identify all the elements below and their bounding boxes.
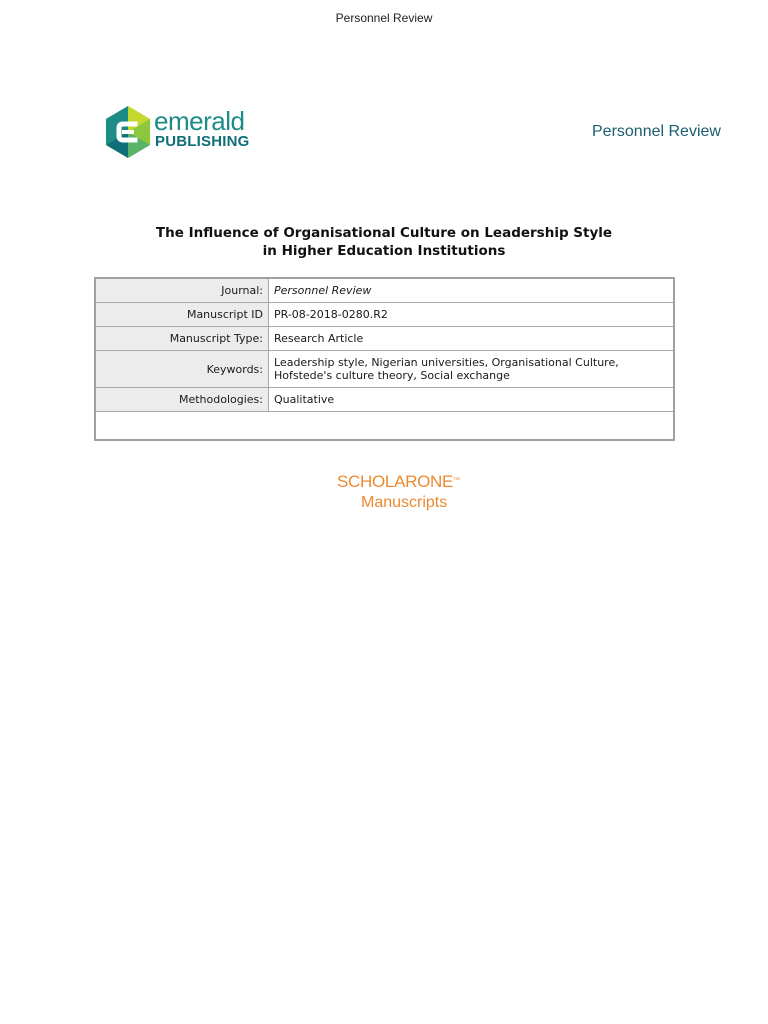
table-row-manuscript-type [95, 327, 674, 351]
manuscript-metadata-table [94, 277, 675, 441]
emerald-publishing-logo [106, 106, 256, 162]
table-row-methodologies [95, 388, 674, 412]
title-line-1: The Influence of Organisational Culture on Leadership Style [155, 225, 613, 241]
methodologies-label: Methodologies: [95, 388, 269, 412]
keywords-value: Leadership style, Nigerian universities, Organisational Culture, Hofstede's culture theory, Social exchange [269, 351, 675, 388]
paper-title [100, 224, 668, 260]
title-line-2: in Higher Education Institutions [262, 243, 506, 259]
publishing-wordmark: PUBLISHING [155, 133, 250, 150]
empty-cell [95, 412, 674, 441]
trademark-symbol: ™ [453, 477, 460, 484]
table-row-empty [95, 412, 674, 441]
table-row-journal [95, 278, 674, 303]
journal-label: Journal: [95, 278, 269, 303]
manuscript-type-label: Manuscript Type: [95, 327, 269, 351]
one-text: ONE [417, 472, 454, 491]
keywords-label: Keywords: [95, 351, 269, 388]
methodologies-value: Qualitative [269, 388, 675, 412]
running-header: Personnel Review [335, 11, 433, 25]
emerald-wordmark: emerald [154, 106, 245, 136]
manuscript-id-label: Manuscript ID [95, 303, 269, 327]
manuscript-type-value: Research Article [269, 327, 675, 351]
scholarone-wordmark [337, 473, 460, 491]
table-row-keywords [95, 351, 674, 388]
emerald-hexagon-icon [106, 106, 150, 158]
manuscripts-wordmark: Manuscripts [361, 494, 448, 511]
journal-banner: Personnel Review [592, 123, 721, 140]
manuscript-id-value: PR-08-2018-0280.R2 [269, 303, 675, 327]
scholar-text: SCHOLAR [337, 472, 418, 491]
scholarone-manuscripts-logo [337, 473, 477, 517]
table-row-manuscript-id [95, 303, 674, 327]
journal-value: Personnel Review [269, 278, 675, 303]
